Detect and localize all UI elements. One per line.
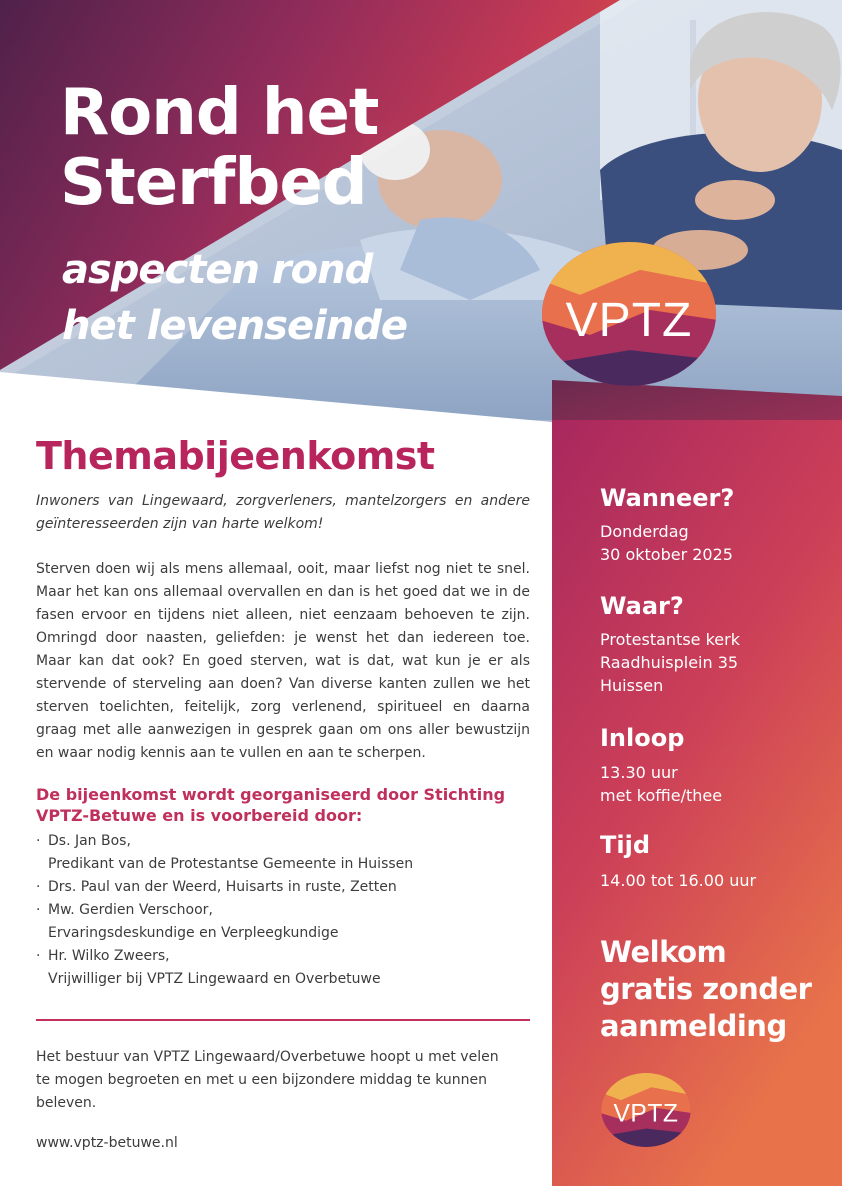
welcome-line: gratis zonder: [600, 972, 812, 1006]
section-heading: Themabijeenkomst: [36, 434, 435, 478]
website-link[interactable]: www.vptz-betuwe.nl: [36, 1135, 178, 1151]
list-item: [36, 945, 530, 991]
time-value: [600, 869, 756, 892]
closing-text: [36, 1046, 530, 1115]
time-line: 14.00 tot 16.00 uur: [600, 871, 757, 890]
divider: [36, 1019, 530, 1021]
when-label: Wanneer?: [600, 484, 735, 512]
speaker-role: Ervaringsdeskundige en Verpleegkundige: [48, 925, 339, 941]
where-line: Raadhuisplein 35: [600, 653, 739, 672]
organizer-line: VPTZ-Betuwe en is voorbereid door:: [36, 806, 363, 825]
when-line: 30 oktober 2025: [600, 545, 733, 564]
speaker-name: · Ds. Jan Bos,: [48, 833, 131, 849]
where-line: Protestantse kerk: [600, 630, 740, 649]
hero-subtitle: [62, 242, 407, 354]
speaker-role: Predikant van de Protestantse Gemeente in Huissen: [48, 856, 414, 872]
speaker-list: [36, 830, 530, 991]
where-label: Waar?: [600, 592, 684, 620]
body-text: Sterven doen wij als mens allemaal, ooit, maar liefst nog niet te snel. Maar het kan ons allemaal overvallen en dan is het goed dat we in de fasen ervoor en tijdens niet alleen, niet eenzaam behoeven te zijn. Omringd door naasten, geliefden: je wenst het dan iedereen toe. Maar kan dat ook? En goed sterven, wat is dat, wat kun je er als stervende of sterveling aan doen? Van diverse kanten zullen we het sterven toelichten, feitelijk, zorg verlenend, spiritueel en daarna graag met alle aanwezigen in gesprek gaan om ons aller bewustzijn en waar nodig kennis aan te vullen en aan te scherpen.: [36, 561, 530, 761]
speaker-name: · Drs. Paul van der Weerd, Huisarts in ruste, Zetten: [48, 879, 397, 895]
when-value: [600, 520, 733, 566]
list-item: [36, 899, 530, 945]
speaker-name: · Hr. Wilko Zweers,: [48, 948, 170, 964]
welcome-line: aanmelding: [600, 1009, 787, 1043]
welcome-line: Welkom: [600, 935, 727, 969]
inloop-line: met koffie/thee: [600, 786, 723, 805]
where-line: Huissen: [600, 676, 664, 695]
inloop-value: [600, 761, 722, 807]
intro-text: Inwoners van Lingewaard, zorgverleners, mantelzorgers en andere geïnteresseerden zijn van harte welkom!: [36, 493, 530, 532]
speaker-role: Vrijwilliger bij VPTZ Lingewaard en Overbetuwe: [48, 971, 381, 987]
when-line: Donderdag: [600, 522, 689, 541]
time-label: Tijd: [600, 831, 651, 859]
closing-line: te mogen begroeten en met u een bijzondere middag te kunnen: [36, 1072, 488, 1088]
vptz-logo-small-text: VPTZ: [613, 1100, 679, 1128]
organizer-text: [36, 784, 530, 826]
hero-subtitle-line: aspecten rond: [62, 247, 373, 293]
hero-subtitle-line: het levenseinde: [62, 303, 408, 349]
closing-line: Het bestuur van VPTZ Lingewaard/Overbetuwe hoopt u met velen: [36, 1049, 499, 1065]
list-item: [36, 876, 530, 899]
list-item: [36, 830, 530, 876]
organizer-line: De bijeenkomst wordt georganiseerd door Stichting: [36, 785, 506, 804]
inloop-label: Inloop: [600, 724, 685, 752]
closing-line: beleven.: [36, 1095, 97, 1111]
vptz-logo: [540, 240, 718, 388]
vptz-logo-small: [600, 1072, 692, 1148]
hero-title: [60, 78, 378, 218]
vptz-logo-text: VPTZ: [565, 294, 693, 347]
speaker-name: · Mw. Gerdien Verschoor,: [48, 902, 213, 918]
inloop-line: 13.30 uur: [600, 763, 678, 782]
hero-title-line: Sterfbed: [60, 146, 367, 220]
where-value: [600, 628, 740, 697]
welcome-text: [600, 934, 811, 1045]
hero-title-line: Rond het: [60, 76, 379, 150]
